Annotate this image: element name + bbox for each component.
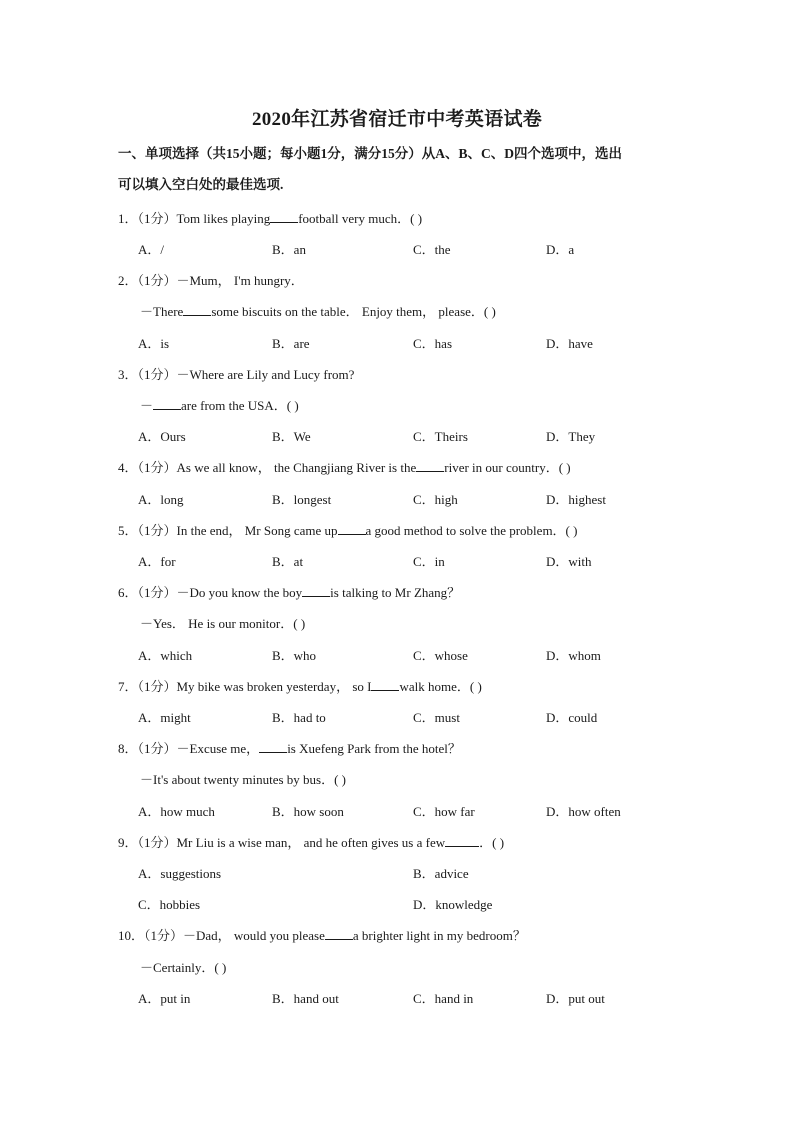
answer-blank <box>302 586 330 597</box>
option-d: D．They <box>546 429 596 444</box>
option-a: A．put in <box>138 991 191 1006</box>
option-b: B．are <box>272 336 310 351</box>
answer-blank <box>338 524 366 535</box>
instruction-line-1: 一、单项选择（共15小题；每小题1分，满分15分）从A、B、C、D四个选项中，选出 <box>118 146 623 161</box>
option-a: A．Ours <box>138 429 186 444</box>
option-d: D．how often <box>546 804 621 819</box>
option-b: B．advice <box>413 866 469 881</box>
option-b: B．who <box>272 648 317 663</box>
answer-blank <box>416 461 444 472</box>
question-8: 8．（1分）－Excuse me， is Xuefeng Park from the hotel？ <box>118 741 461 756</box>
option-b: B．hand out <box>272 991 339 1006</box>
option-d: D．highest <box>546 492 606 507</box>
question-8-reply: －It's about twenty minutes by bus．( ) <box>140 772 346 787</box>
option-d: D．a <box>546 242 575 257</box>
option-b: B．how soon <box>272 804 344 819</box>
question-2-reply: －There some biscuits on the table． Enjoy them， please．( ) <box>140 304 496 319</box>
question-1: 1．（1分）Tom likes playing football very much．( ) <box>118 211 423 226</box>
option-d: D．put out <box>546 991 605 1006</box>
option-c: C．hand in <box>413 991 474 1006</box>
answer-blank <box>183 305 211 316</box>
option-d: D．knowledge <box>413 897 493 912</box>
question-6: 6．（1分）－Do you know the boy is talking to Mr Zhang？ <box>118 585 461 600</box>
option-c: C．hobbies <box>138 897 201 912</box>
option-c: C．in <box>413 554 445 569</box>
option-a: A．/ <box>138 242 165 257</box>
question-7: 7．（1分）My bike was broken yesterday， so I walk home．( ) <box>118 679 482 694</box>
option-d: D．whom <box>546 648 601 663</box>
option-a: A．suggestions <box>138 866 222 881</box>
question-4: 4．（1分）As we all know， the Changjiang River is the river in our country．( ) <box>118 460 571 475</box>
option-c: C．how far <box>413 804 475 819</box>
option-b: B．an <box>272 242 306 257</box>
question-10-reply: －Certainly．( ) <box>140 960 227 975</box>
option-d: D．have <box>546 336 593 351</box>
option-a: A．is <box>138 336 170 351</box>
answer-blank <box>371 680 399 691</box>
question-2: 2．（1分）－Mum， I'm hungry． <box>118 273 304 288</box>
option-c: C．whose <box>413 648 468 663</box>
option-b: B．at <box>272 554 304 569</box>
instruction-line-2: 可以填入空白处的最佳选项. <box>118 177 284 192</box>
question-6-reply: －Yes． He is our monitor．( ) <box>140 616 306 631</box>
question-3-reply: － are from the USA．( ) <box>140 398 299 413</box>
option-a: A．long <box>138 492 184 507</box>
option-a: A．how much <box>138 804 215 819</box>
answer-blank <box>445 836 479 847</box>
question-5: 5．（1分）In the end， Mr Song came up a good method to solve the problem．( ) <box>118 523 578 538</box>
option-c: C．the <box>413 242 451 257</box>
option-b: B．longest <box>272 492 332 507</box>
option-b: B．We <box>272 429 311 444</box>
answer-blank <box>270 212 298 223</box>
answer-blank <box>153 399 181 410</box>
answer-blank <box>259 742 287 753</box>
option-a: A．for <box>138 554 176 569</box>
option-c: C．high <box>413 492 458 507</box>
page-title: 2020年江苏省宿迁市中考英语试卷 <box>251 109 543 130</box>
option-d: D．could <box>546 710 598 725</box>
option-c: C．must <box>413 710 460 725</box>
option-b: B．had to <box>272 710 326 725</box>
option-a: A．which <box>138 648 193 663</box>
section-instruction <box>118 138 688 200</box>
option-a: A．might <box>138 710 191 725</box>
question-10: 10．（1分）－Dad， would you please a brighter light in my bedroom？ <box>118 928 526 943</box>
option-c: C．has <box>413 336 453 351</box>
question-9: 9．（1分）Mr Liu is a wise man， and he often gives us a few ．( ) <box>118 835 505 850</box>
option-d: D．with <box>546 554 592 569</box>
option-c: C．Theirs <box>413 429 468 444</box>
answer-blank <box>325 929 353 940</box>
question-3: 3．（1分）－Where are Lily and Lucy from? <box>118 367 355 382</box>
